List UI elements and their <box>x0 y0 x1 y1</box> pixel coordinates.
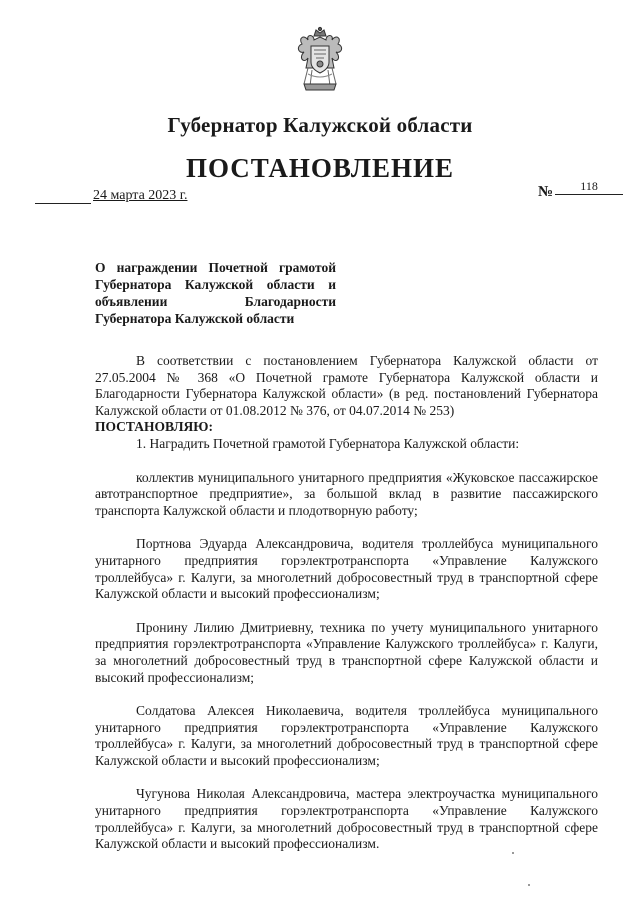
preamble-paragraph: В соответствии с постановлением Губернатора Калужской области от 27.05.2004 № 368 «О Почетной грамоте Губернатора Калужской области и Благодарности Губернатора Калужской области» (в ред. постановлений Губернатора Калужской области от 01.08.2012 № 376, от 04.07.2014 № 253) <box>95 353 598 418</box>
scan-speck <box>512 852 514 854</box>
document-date <box>35 188 187 204</box>
document-subject: О награждении Почетной грамотой Губернатора Калужской области и объявлении Благодарности Губернатора Калужской области <box>95 260 336 326</box>
issuing-authority: Губернатор Калужской области <box>167 113 473 137</box>
document-type-title: ПОСТАНОВЛЕНИЕ <box>185 153 455 183</box>
awardee-paragraph: коллектив муниципального унитарного предприятия «Жуковское пассажирское автотранспортное предприятие», за большой вклад в развитие пассажирского транспорта Калужской области и плодотворную работу; <box>95 469 598 518</box>
awardee-paragraph: Пронину Лилию Дмитриевну, техника по учету муниципального унитарного предприятия горэлектротранспорта «Управление Калужского троллейбуса» г. Калуги, за многолетний добросовестный труд в транспортной сфере Калужской области и высокий профессионализм; <box>95 619 598 685</box>
date-value: 24 марта 2023 г. <box>93 188 188 203</box>
document-number <box>538 179 623 201</box>
awardee-paragraph: Портнова Эдуарда Александровича, водителя троллейбуса муниципального унитарного предприятия горэлектротранспорта «Управление Калужского троллейбуса» г. Калуги, за многолетний добросовестный труд в транспортной сфере Калужской области и высокий профессионализм; <box>95 536 598 602</box>
coat-of-arms-emblem-icon <box>294 24 346 96</box>
decree-heading: ПОСТАНОВЛЯЮ: <box>95 419 213 435</box>
number-value: 118 <box>555 179 623 195</box>
awardee-paragraph: Чугунова Николая Александровича, мастера электроучастка муниципального унитарного предприятия горэлектротранспорта «Управление Калужского троллейбуса» г. Калуги, за многолетний добросовестный труд в транспортной сфере Калужской области и высокий профессионализм. <box>95 786 598 852</box>
document-body <box>95 353 598 853</box>
number-label: № <box>538 184 554 200</box>
awardee-paragraph: Солдатова Алексея Николаевича, водителя троллейбуса муниципального унитарного предприятия горэлектротранспорта «Управление Калужского троллейбуса» г. Калуги, за многолетний добросовестный труд в транспортной сфере Калужской области и высокий профессионализм; <box>95 703 598 768</box>
item-1-paragraph: 1. Наградить Почетной грамотой Губернатора Калужской области: <box>136 435 520 451</box>
scan-speck <box>528 884 530 886</box>
date-rule <box>35 203 91 204</box>
